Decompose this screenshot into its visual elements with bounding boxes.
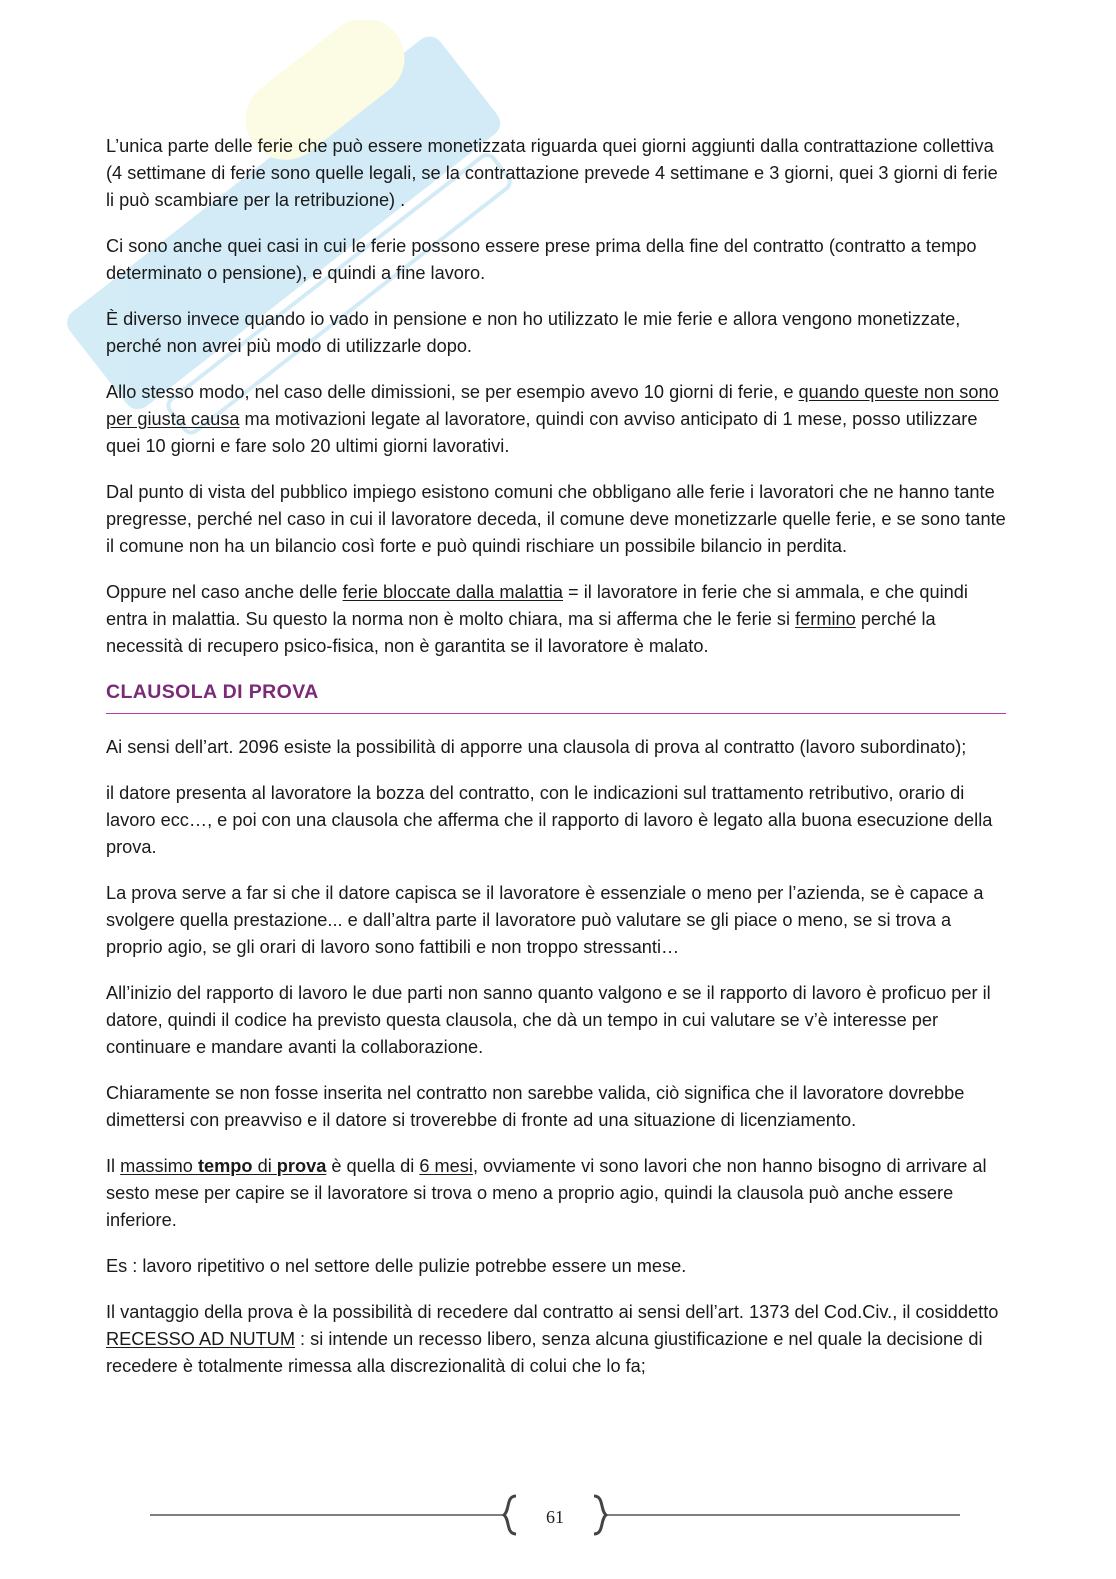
underline-giusta-causa: quando queste non sono per giusta causa [106,382,999,429]
document-body [106,133,1006,1399]
underline-6-mesi: 6 mesi [419,1156,473,1176]
paragraph-inizio-rapporto: All’inizio del rapporto di lavoro le due parti non sanno quanto valgono e se il rapporto di lavoro è proficuo per il datore, quindi il codice ha previsto questa clausola, che dà un tempo in cui valutare se v’è interesse per continuare e mandare avanti la collaborazione. [106,983,991,1057]
page-number: 61 [546,1507,564,1527]
paragraph-pensione: È diverso invece quando io vado in pensione e non ho utilizzato le mie ferie e allora vengono monetizzate, perché non avrei più modo di utilizzarle dopo. [106,309,961,356]
underline-ferie-bloccate: ferie bloccate dalla malattia [342,582,563,602]
paragraph-art-2096: Ai sensi dell’art. 2096 esiste la possibilità di apporre una clausola di prova al contratto (lavoro subordinato); [106,737,967,757]
paragraph-non-inserita: Chiaramente se non fosse inserita nel contratto non sarebbe valida, ciò significa che il lavoratore dovrebbe dimettersi con preavviso e il datore si troverebbe di fronte ad una situazione di licenziamento. [106,1083,965,1130]
underline-fermino: fermino [795,609,856,629]
section-heading: CLAUSOLA DI PROVA [106,679,1006,714]
paragraph-pubblico-impiego: Dal punto di vista del pubblico impiego esistono comuni che obbligano alle ferie i lavoratori che ne hanno tante pregresse, perché nel caso in cui il lavoratore deceda, il comune deve monetizzarle quelle ferie, e se sono tante il comune non ha un bilancio così forte e può quindi rischiare un possibile bilancio in perdita. [106,482,1006,556]
paragraph-massimo-tempo: Il massimo tempo di prova è quella di 6 mesi, ovviamente vi sono lavori che non hanno bisogno di arrivare al sesto mese per capire se il lavoratore si trova o meno a proprio agio, quindi la clausola può anche essere inferiore. [106,1156,987,1230]
paragraph-scopo-prova: La prova serve a far si che il datore capisca se il lavoratore è essenziale o meno per l’azienda, se è capace a svolgere quella prestazione... e dall’altra parte il lavoratore può valutare se gli piace o meno, se si trova a proprio agio, se gli orari di lavoro sono fattibili e non troppo stressanti… [106,883,984,957]
underline-recesso-ad-nutum: RECESSO AD NUTUM [106,1329,295,1349]
paragraph-ferie-monetizzate: L’unica parte delle ferie che può essere monetizzata riguarda quei giorni aggiunti dalla contrattazione collettiva (4 settimane di ferie sono quelle legali, se la contrattazione prevede 4 settimane e 3 giorni, quei 3 giorni di ferie li può scambiare per la retribuzione) . [106,136,998,210]
paragraph-malattia: Oppure nel caso anche delle ferie bloccate dalla malattia = il lavoratore in ferie che si ammala, e che quindi entra in malattia. Su questo la norma non è molto chiara, ma si afferma che le ferie si fermino perché la necessità di recupero psico-fisica, non è garantita se il lavoratore è malato. [106,582,968,656]
paragraph-casi-ferie: Ci sono anche quei casi in cui le ferie possono essere prese prima della fine del contratto (contratto a tempo determinato o pensione), e quindi a fine lavoro. [106,236,977,283]
page-footer [150,1490,960,1546]
paragraph-esempio: Es : lavoro ripetitivo o nel settore delle pulizie potrebbe essere un mese. [106,1256,687,1276]
paragraph-recesso: Il vantaggio della prova è la possibilità di recedere dal contratto ai sensi dell’art. 1373 del Cod.Civ., il cosiddetto RECESSO AD NUTUM : si intende un recesso libero, senza alcuna giustificazione e nel quale la decisione di recedere è totalmente rimessa alla discrezionalità di colui che lo fa; [106,1302,999,1376]
paragraph-bozza-contratto: il datore presenta al lavoratore la bozza del contratto, con le indicazioni sul trattamento retributivo, orario di lavoro ecc…, e poi con una clausola che afferma che il rapporto di lavoro è legato alla buona esecuzione della prova. [106,783,993,857]
paragraph-dimissioni: Allo stesso modo, nel caso delle dimissioni, se per esempio avevo 10 giorni di ferie, e quando queste non sono per giusta causa ma motivazioni legate al lavoratore, quindi con avviso anticipato di 1 mese, posso utilizzare quei 10 giorni e fare solo 20 ultimi giorni lavorativi. [106,382,999,456]
